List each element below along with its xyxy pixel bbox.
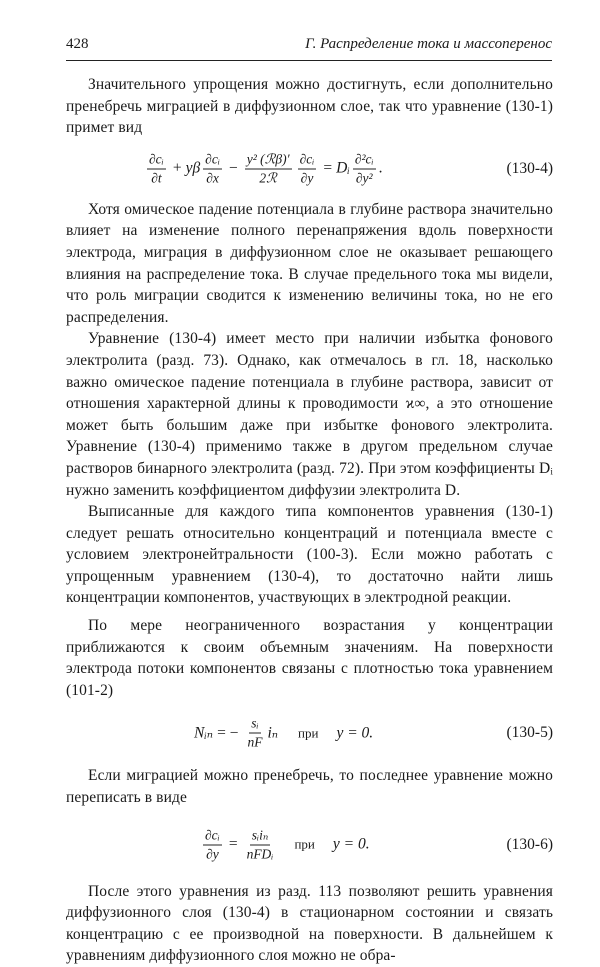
equation-number: (130-6) bbox=[506, 835, 553, 853]
page-number: 428 bbox=[66, 36, 89, 52]
equation-130-5-formula: Nᵢₙ = − $\frac{\text{sᵢ}}{nF}$ iₙ при y = 0. bbox=[194, 715, 374, 750]
equation-130-4-formula: $\frac{\text{∂cᵢ}}{\partial t}$ + yβ $\frac{\text{∂cᵢ}}{\partial x}$ − $\frac{\text{y² (ℛβ)′}}{\text{2ℛ}}$ $\frac{\text{∂cᵢ}}{\partial y}$ = Dᵢ $\frac{\text{∂²cᵢ}}{\text{∂y²}}$ . bbox=[149, 151, 383, 186]
frac-dci-dy-lhs: $\frac{\text{∂cᵢ}}{\partial y}$ bbox=[205, 827, 220, 862]
equation-130-4 bbox=[66, 139, 553, 199]
paragraph-6: Если миграцией можно пренебречь, то последнее уравнение можно переписать в виде bbox=[66, 767, 553, 807]
running-title: Г. Распределение тока и массоперенос bbox=[305, 36, 552, 52]
paragraph-7: После этого уравнения из разд. 113 позволяют решить уравнения диффузионного слоя (130-4) в стационарном состоянии и связать концентрацию с ее производной на поверхности. В дальнейшем к уравнениям диффузионного слоя можно не обра- bbox=[66, 882, 553, 965]
equation-number: (130-4) bbox=[506, 159, 553, 177]
equation-130-6 bbox=[66, 809, 553, 881]
frac-y2-r: $\frac{\text{y² (ℛβ)′}}{\text{2ℛ}}$ bbox=[246, 151, 290, 186]
frac-siin-nfdi: $\frac{\text{sᵢiₙ}}{\text{nFDᵢ}}$ bbox=[246, 827, 274, 862]
frac-si-nf: $\frac{\text{sᵢ}}{nF}$ bbox=[247, 715, 263, 750]
running-header bbox=[66, 36, 552, 61]
paragraph-1: Значительного упрощения можно достигнуть, если дополнительно пренебречь миграцией в диффузионном слое, так что уравнение (130-1) примет вид bbox=[66, 76, 553, 137]
paragraph-2: Хотя омическое падение потенциала в глубине раствора значительно влияет на изменение полного перенапряжения вдоль поверхности электрода, миграция в диффузионном слое не оказывает решающего влияния на распределение тока. В случае предельного тока мы видели, что роль миграции сводится к изменению величины тока, но не его распределения. bbox=[66, 200, 553, 326]
frac-dci-dx: $\frac{\text{∂cᵢ}}{\partial x}$ bbox=[205, 151, 220, 186]
equation-130-6-formula: $\frac{\text{∂cᵢ}}{\partial y}$ = $\frac{\text{sᵢiₙ}}{\text{nFDᵢ}}$ при y = 0. bbox=[205, 827, 370, 862]
paragraph-3: Уравнение (130-4) имеет место при наличии избытка фонового электролита (разд. 73). Однако, как отмечалось в гл. 18, насколько важно омическое падение потенциала в глубине раствора, зависит от отношения характерной длины к проводимости ϰ∞, а это отношение может быть большим даже при избытке фонового электролита. Уравнение (130-4) применимо также в другом предельном случае растворов бинарного электролита (разд. 72). При этом коэффициенты Dᵢ нужно заменить коэффициентом диффузии электролита D. bbox=[66, 330, 553, 499]
paragraph-5: По мере неограниченного возрастания y концентрации приближаются к своим объемным значениям. На поверхности электрода потоки компонентов связаны с плотностью тока уравнением (101-2) bbox=[66, 617, 553, 699]
equation-130-5 bbox=[66, 701, 553, 765]
page-body bbox=[66, 74, 553, 967]
frac-dci-dy: $\frac{\text{∂cᵢ}}{\partial y}$ bbox=[299, 151, 315, 186]
equation-number: (130-5) bbox=[506, 724, 553, 742]
frac-dci-dt: $\frac{\text{∂cᵢ}}{\partial t}$ bbox=[149, 151, 164, 186]
frac-d2ci-dy2: $\frac{\text{∂²cᵢ}}{\text{∂y²}}$ bbox=[354, 151, 374, 186]
paragraph-4: Выписанные для каждого типа компонентов уравнения (130-1) следует решать относительно концентраций и потенциала вместе с условием электронейтральности (100-3). Если можно работать с упрощенным уравнением (130-4), то достаточно найти лишь концентрации компонентов, участвующих в электродной реакции. bbox=[66, 503, 553, 607]
